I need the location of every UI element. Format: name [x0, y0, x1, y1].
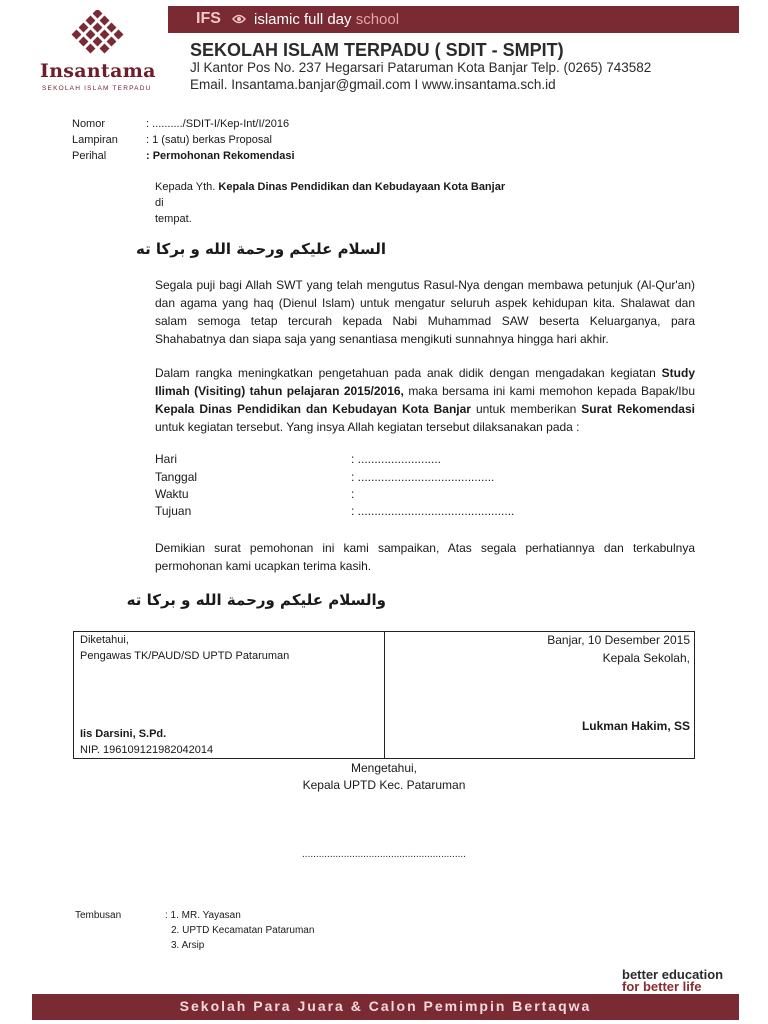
- sig-right-date: Banjar, 10 Desember 2015: [547, 633, 690, 647]
- greeting-open: السلام عليكم ورحمة الله و بركا ته: [135, 240, 386, 258]
- signature-table: [73, 631, 695, 759]
- ifs-label: IFS: [196, 10, 221, 27]
- paragraph-closing: [155, 539, 695, 575]
- request-text-4: untuk kegiatan tersebut. Yang insya Allah kegiatan tersebut dilaksanakan pada :: [155, 420, 580, 434]
- school-contact: Email. Insantama.banjar@gmail.com I www.insantama.sch.id: [190, 77, 556, 92]
- logo-name: Insantama: [40, 60, 156, 82]
- greeting-close: والسلام عليكم ورحمة الله و بركا ته: [126, 591, 386, 609]
- request-activity: Study Ilimah (Visiting) tahun pelajaran 2015/2016,: [155, 366, 695, 398]
- approval-role: Kepala UPTD Kec. Pataruman: [302, 778, 466, 792]
- logo-subtitle: SEKOLAH ISLAM TERPADU: [42, 85, 152, 92]
- header-banner: [168, 6, 739, 33]
- sig-right-name: Lukman Hakim, SS: [581, 719, 690, 733]
- sig-left-heading: Diketahui,: [80, 634, 129, 646]
- insantama-emblem-icon: [70, 10, 126, 58]
- recipient-tempat: tempat.: [155, 213, 192, 225]
- detail-label: Tanggal: [155, 470, 198, 484]
- approval-signature-line: ...........................................................: [302, 849, 466, 860]
- meta-label: Perihal: [72, 150, 107, 162]
- request-text-3: untuk memberikan: [470, 402, 582, 416]
- detail-value: :: [351, 487, 355, 501]
- recipient-di: di: [155, 197, 164, 209]
- ifs-motto-school: school: [355, 11, 400, 28]
- meta-label: Lampiran: [72, 134, 118, 146]
- sig-left-role: Pengawas TK/PAUD/SD UPTD Pataruman: [80, 650, 290, 662]
- footer-motto: Sekolah Para Juara & Calon Pemimpin Bertaqwa: [179, 998, 592, 1014]
- detail-value: : ...............................................: [351, 504, 515, 518]
- tagline-line-1: better education: [622, 967, 724, 982]
- paragraph-intro: [155, 276, 695, 348]
- ifs-motto-main: islamic full day: [254, 11, 352, 28]
- cc-item: 3. Arsip: [171, 940, 205, 951]
- sig-left-nip: NIP. 196109121982042014: [80, 744, 214, 756]
- paragraph-intro-text: Segala puji bagi Allah SWT yang telah mengutus Rasul-Nya dengan membawa petunjuk (Al-Qur'an) dan agama yang haq (Dienul Islam) untuk mengatur seluruh aspek kehidupan kita. Shalawat dan salam semoga tetap tercurah kepada Nabi Muhammad SAW beserta Keluarganya, para Shahabatnya dan siapa saja yang senantiasa mengikuti sunnahnya hingga hari akhir.: [155, 278, 695, 346]
- signature-divider: [384, 632, 385, 758]
- ifs-motto: [254, 11, 399, 28]
- ifs-swirl-icon: [231, 12, 247, 26]
- detail-label: Tujuan: [155, 504, 192, 518]
- meta-label: Nomor: [72, 118, 106, 130]
- recipient-prefix: Kepada Yth.: [155, 181, 216, 193]
- request-letter-type: Surat Rekomendasi: [581, 402, 695, 416]
- footer-banner: [32, 994, 739, 1020]
- detail-label: Waktu: [155, 487, 189, 501]
- recipient-line: [155, 181, 505, 193]
- school-logo: [38, 10, 162, 96]
- detail-label: Hari: [155, 452, 178, 466]
- paragraph-request: [155, 364, 695, 436]
- sig-right-role: Kepala Sekolah,: [602, 651, 690, 665]
- cc-label: Tembusan: [75, 910, 122, 921]
- request-text-1: Dalam rangka meningkatkan pengetahuan pada anak didik dengan mengadakan kegiatan: [155, 366, 662, 380]
- cc-item: 2. UPTD Kecamatan Pataruman: [171, 925, 315, 936]
- request-recipient: Kepala Dinas Pendidikan dan Kebudayan Kota Banjar: [155, 402, 471, 416]
- detail-value: : .........................................: [351, 470, 495, 484]
- recipient-name: Kepala Dinas Pendidikan dan Kebudayaan Kota Banjar: [218, 181, 506, 193]
- approval-heading: Mengetahui,: [350, 761, 418, 775]
- school-address: Jl Kantor Pos No. 237 Hegarsari Pataruman Kota Banjar Telp. (0265) 743582: [190, 60, 652, 75]
- school-name: SEKOLAH ISLAM TERPADU ( SDIT - SMPIT): [190, 40, 564, 60]
- sig-left-name: Iis Darsini, S.Pd.: [80, 728, 167, 740]
- paragraph-closing-text: Demikian surat pemohonan ini kami sampaikan, Atas segala perhatiannya dan terkabulnya permohonan kami ucapkan terima kasih.: [155, 541, 695, 573]
- request-text-2: maka bersama ini kami memohon kepada Bapak/Ibu: [403, 384, 695, 398]
- meta-value: : 1 (satu) berkas Proposal: [146, 134, 272, 146]
- tagline-line-2: for better life: [622, 979, 702, 994]
- meta-value: : ........../SDIT-I/Kep-Int/I/2016: [146, 118, 290, 130]
- detail-value: : .........................: [351, 452, 442, 466]
- paragraph-request-text: [155, 364, 695, 436]
- footer-tagline: [622, 969, 723, 993]
- cc-item: : 1. MR. Yayasan: [165, 910, 241, 921]
- meta-value: : Permohonan Rekomendasi: [146, 150, 295, 162]
